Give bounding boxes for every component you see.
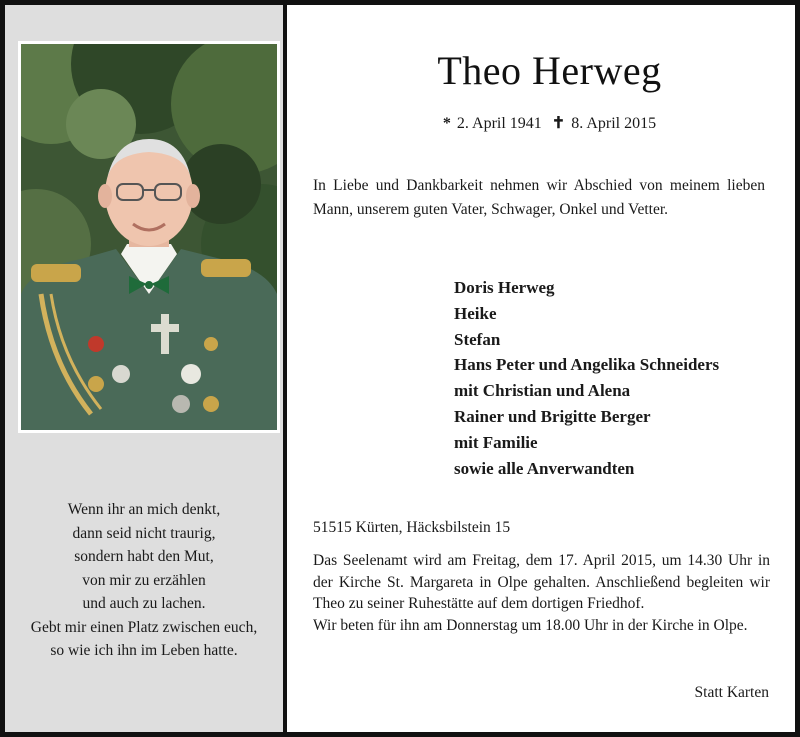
- portrait-photo: [18, 41, 280, 433]
- birth-star-icon: *: [442, 115, 451, 132]
- family-member: mit Christian und Alena: [454, 381, 631, 401]
- poem-line: sondern habt den Mut,: [74, 548, 214, 565]
- poem-line: von mir zu erzählen: [82, 571, 206, 589]
- birth-date: 2. April 1941: [456, 115, 542, 132]
- service-paragraph: Das Seelenamt wird am Freitag, dem 17. April 2015, um 14.30 Uhr in der Kirche St. Margareta in Olpe gehalten. Anschließend begleiten wir Theo zu seiner Ruhestätte auf dem dortigen Friedhof.: [313, 552, 770, 612]
- prayer-paragraph: Wir beten für ihn am Donnerstag um 18.00 Uhr in der Kirche in Olpe.: [313, 616, 748, 634]
- poem-line: dann seid nicht traurig,: [72, 524, 216, 542]
- poem-line: so wie ich ihn im Leben hatte.: [50, 642, 238, 659]
- family-member: Hans Peter und Angelika Schneiders: [454, 355, 720, 375]
- family-member: Stefan: [454, 329, 501, 349]
- poem: [5, 498, 283, 663]
- family-list: [454, 275, 719, 481]
- deceased-name: Theo Herweg: [437, 48, 662, 93]
- poem-line: Gebt mir einen Platz zwischen euch,: [30, 618, 258, 636]
- signoff: Statt Karten: [694, 684, 769, 701]
- family-member: mit Familie: [454, 432, 538, 452]
- left-panel: [5, 5, 283, 732]
- death-cross-icon: ✝: [551, 115, 566, 132]
- family-member: Doris Herweg: [454, 278, 555, 297]
- poem-line: Wenn ihr an mich denkt,: [67, 501, 221, 518]
- family-member: Rainer und Brigitte Berger: [454, 406, 651, 426]
- address: 51515 Kürten, Häcksbilstein 15: [313, 519, 511, 536]
- life-dates: [287, 113, 800, 133]
- family-member: Heike: [454, 303, 497, 323]
- service-info: [313, 550, 770, 636]
- family-member: sowie alle Anverwandten: [454, 458, 635, 478]
- intro-text: In Liebe und Dankbarkeit nehmen wir Abschied von meinem lieben Mann, unserem guten Vater, Schwager, Onkel und Vetter.: [313, 177, 765, 218]
- notice-panel: [287, 5, 795, 732]
- death-date: 8. April 2015: [571, 115, 657, 132]
- poem-line: und auch zu lachen.: [82, 595, 206, 612]
